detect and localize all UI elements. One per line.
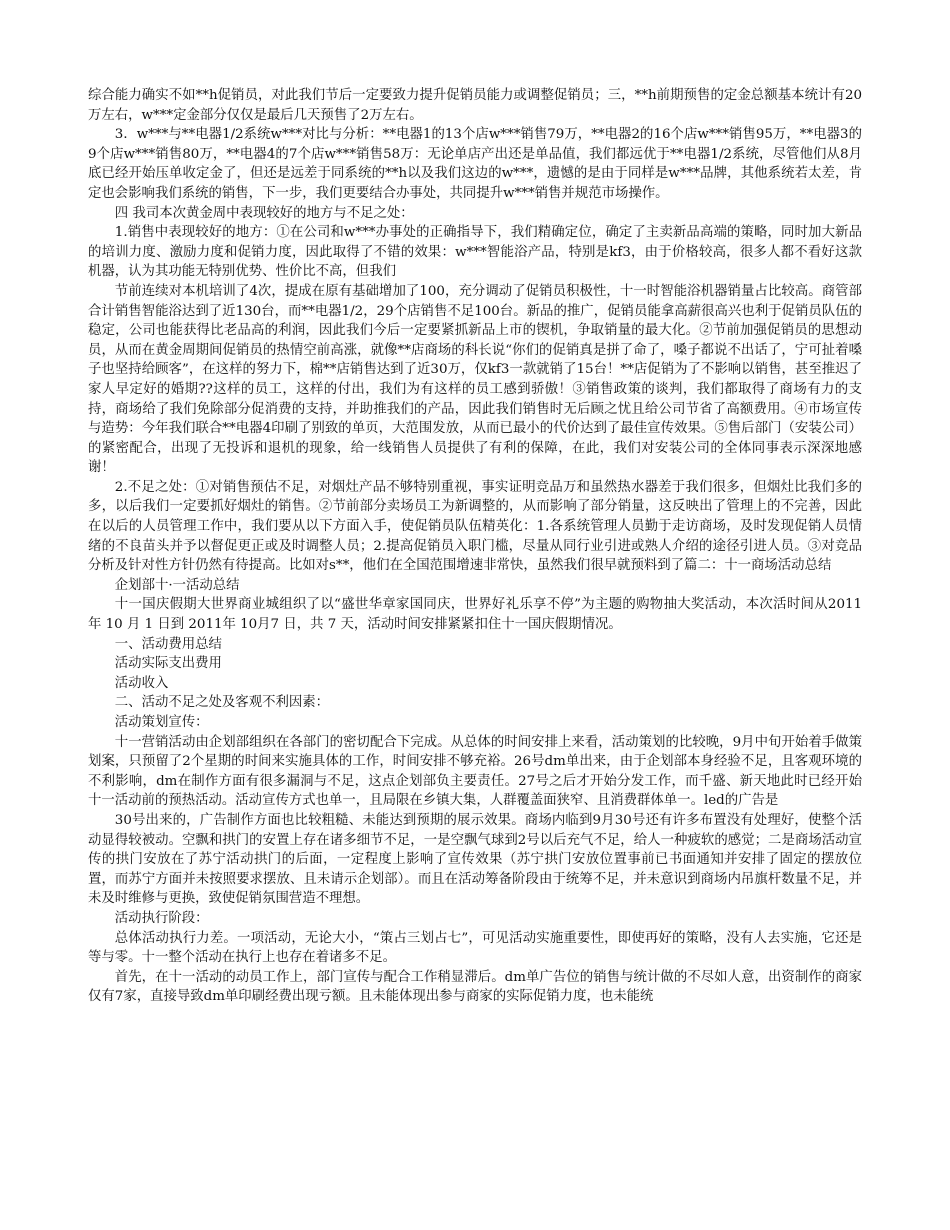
doc-subtitle: 企划部十·一活动总结 <box>114 577 240 593</box>
section-heading-performance: 四 我司本次黄金周中表现较好的地方与不足之处： <box>114 205 414 221</box>
label-actual-cost: 活动实际支出费用 <box>114 656 222 672</box>
paragraph-shortcomings: 2.不足之处：①对销售预估不足，对烟灶产品不够特别重视，事实证明竞品万和虽然热水器差于我们很多，但烟灶比我们多的多，以后我们一定要抓好烟灶的销售。②节前部分卖场员工为新调整的，从而影响了部分销量，这反映出了管理上的不完善，因此在以后的人员管理工作中，我们要从以下方面入手，使促销员队伍精英化：1.各系统管理人员勤于走访商场，及时发现促销人员情绪的不良苗头并予以督促更正或及时调整人员；2.提高促销员入职门槛，尽量从同行业引进或熟人介绍的途径引进人员。③对竞品分析及针对性方针仍然有待提高。比如对s**，他们在全国范围增速非常快，虽然我们很早就预料到了篇二：十一商场活动总结 <box>88 479 862 574</box>
paragraph-planning-details: 十一营销活动由企划部组织在各部门的密切配合下完成。从总体的时间安排上来看，活动策划的比较晚，9月中旬开始着手做策划案，只预留了2个星期的时间来实施具体的工作，时间安排不够充裕。26号dm单出来，由于企划部本身经验不足，且客观环境的不利影响，dm在制作方面有很多漏洞与不足，这点企划部负主要责任。27号之后才开始分发工作，而千盛、新天地此时已经开始十一活动前的预热活动。活动宣传方式也单一，且局限在乡镇大集，人群覆盖面狭窄、且消费群体单一。led的广告是 <box>88 734 862 809</box>
heading-shortcomings: 二、活动不足之处及客观不利因素： <box>114 695 330 711</box>
label-planning-promotion: 活动策划宣传： <box>114 715 209 730</box>
paragraph-execution-overview: 总体活动执行力差。一项活动，无论大小，“策占三划占七”，可见活动实施重要性，即使再好的策略，没有人去实施，它还是等与零。十一整个活动在执行上也存在着诸多不足。 <box>88 930 862 966</box>
paragraph-led-ads: 30号出来的，广告制作方面也比较粗糙、未能达到预期的展示效果。商场内临到9月30号还有许多布置没有处理好，使整个活动显得较被动。空飘和拱门的安置上存在诸多细节不足，一是空飘气球到2号以后充气不足，给人一种疲软的感觉；二是商场活动宣传的拱门安放在了苏宁活动拱门的后面，一定程度上影响了宣传效果（苏宁拱门安放位置事前已书面通知并安排了固定的摆放位置，而苏宁方面并未按照要求摆放、且未请示企划部）。而且在活动筹备阶段由于统筹不足，并未意识到商场内吊旗杆数量不足，并未及时维修与更换，致使促销氛围营造不理想。 <box>88 812 862 907</box>
heading-cost-summary: 一、活动费用总结 <box>114 636 222 652</box>
label-execution-stage: 活动执行阶段： <box>114 910 209 926</box>
paragraph-event-intro: 十一国庆假期大世界商业城组织了以“盛世华章家国同庆，世界好礼乐享不停”为主题的购物抽大奖活动，本次活时间从2011 年 10 月 1 日到 2011年 10月7 日，共 7 天，活动时间安排紧紧扣住十一国庆假期情况。 <box>88 597 862 633</box>
paragraph-training-details: 节前连续对本机培训了4次，提成在原有基础增加了100，充分调动了促销员积极性，十一时智能浴机器销量占比较高。商管部合计销售智能浴达到了近130台，而**电器1/2，29个店销售不足100台。新品的推广，促销员能拿高薪很高兴也利于促销员队伍的稳定，公司也能获得比老品高的利润，因此我们今后一定要紧抓新品上市的锲机，争取销量的最大化。②节前加强促销员的思想动员，从而在黄金周期间促销员的热情空前高涨，就像**店商场的科长说“你们的促销真是拼了命了，嗓子都说不出话了，宁可扯着嗓子也坚持给顾客”，在这样的努力下，棉**店销售达到了近30万，仅kf3一款就销了15台！**店促销为了不影响以销售，甚至推迟了家人早定好的婚期??这样的员工，这样的付出，我们为有这样的员工感到骄傲！③销售政策的谈判，我们都取得了商场有力的支持，商场给了我们免除部分促消费的支持，并助推我们的产品，因此我们销售时无后顾之忧且给公司节省了高额费用。④市场宣传与造势：今年我们联合**电器4印刷了别致的单页，大范围发放，从而已最小的代价达到了最佳宣传效果。⑤售后部门（安装公司）的紧密配合，出现了无投诉和退机的现象，给一线销售人员提供了有利的保障，在此，我们对安装公司的全体同事表示深深地感谢！ <box>88 283 862 476</box>
paragraph-mobilization: 首先，在十一活动的动员工作上，部门宣传与配合工作稍显滞后。dm单广告位的销售与统计做的不尽如人意，出资制作的商家仅有7家，直接导致dm单印刷经费出现亏额。且未能体现出参与商家的实际促销力度，也未能统 <box>88 969 862 1005</box>
paragraph-good-points: 1.销售中表现较好的地方：①在公司和w***办事处的正确指导下，我们精确定位，确定了主卖新品高端的策略，同时加大新品的培训力度、激励力度和促销力度，因此取得了不错的效果：w***智能浴产品，特别是kf3，由于价格较高，很多人都不看好这款机器，认为其功能无特别优势、性价比不高，但我们 <box>88 225 862 280</box>
paragraph-system-comparison: 3．w***与**电器1/2系统w***对比与分析：**电器1的13个店w***销售79万，**电器2的16个店w***销售95万，**电器3的9个店w***销售80万，**电器4的7个店w***销售58万：无论单店产出还是单品值，我们都远优于**电器1/2系统，尽管他们从8月底已经开始压单收定金了，但还是远差于同系统的**h以及我们这边的w***，遗憾的是由于同样是w***品牌，其他系统若太差，肯定也会影响我们系统的销售，下一步，我们更要结合办事处，共同提升w***销售并规范市场操作。 <box>88 127 862 201</box>
label-event-income: 活动收入 <box>114 675 169 691</box>
paragraph-promoter-ability: 综合能力确实不如**h促销员，对此我们节后一定要致力提升促销员能力或调整促销员；三，**h前期预售的定金总额基本统计有20万左右，w***定金部分仅仅是最后几天预售了2万左右。 <box>88 88 862 123</box>
